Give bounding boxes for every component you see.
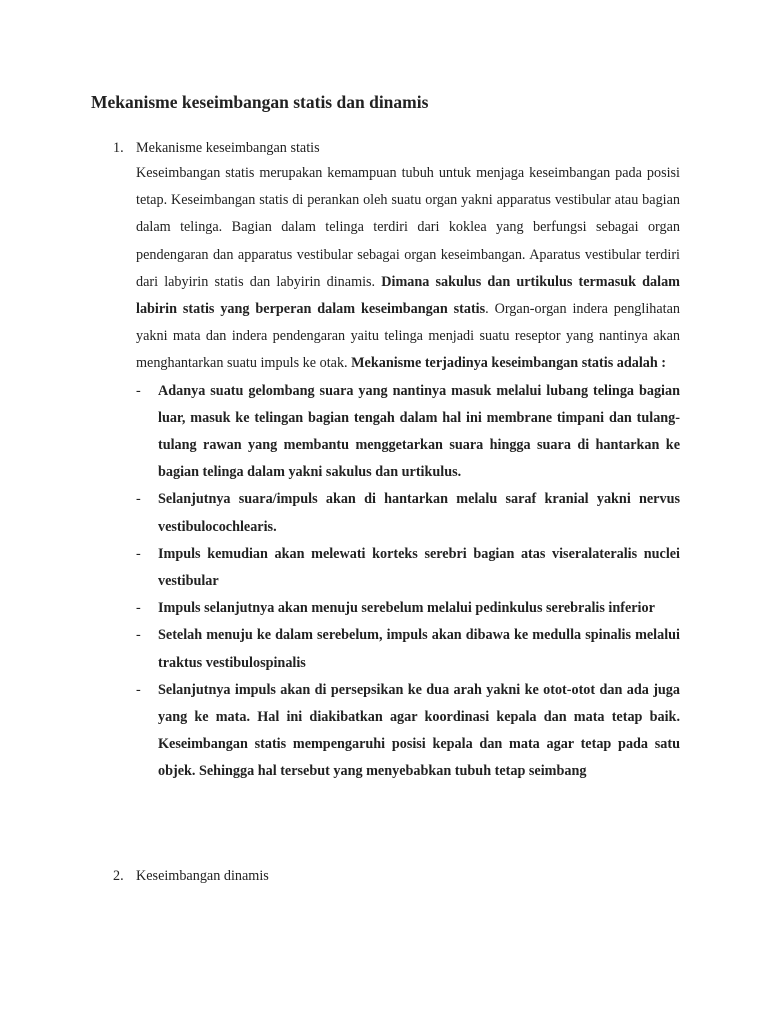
section-number: 2.: [113, 868, 124, 884]
list-item: [136, 622, 680, 676]
list-item: [136, 595, 680, 622]
list-item: [136, 677, 680, 786]
list-item: [136, 541, 680, 595]
bullet-dash: -: [136, 681, 141, 698]
bullet-dash: -: [136, 545, 141, 562]
section-heading: Mekanisme keseimbangan statis: [136, 140, 320, 156]
paragraph-bold-text: Dimana sakulus dan urtikulus termasuk dalam labirin statis yang berperan dalam keseimbangan statis: [136, 273, 680, 318]
bullet-dash: -: [136, 491, 141, 508]
list-item: [136, 486, 680, 540]
section-header: [91, 864, 681, 888]
section-header: [91, 136, 681, 160]
section-1: [91, 136, 681, 786]
section-number: 1.: [113, 140, 124, 156]
list-item: [136, 378, 680, 487]
bullet-list: [136, 378, 680, 786]
section-paragraph: [136, 160, 680, 378]
list-item-text: Selanjutnya impuls akan di persepsikan ke dua arah yakni ke otot-otot dan ada juga yang ke mata. Hal ini diakibatkan agar koordinasi kepala dan mata tetap baik. Keseimbangan statis mempengaruhi posisi kepala dan mata agar tetap pada satu objek. Sehingga hal tersebut yang menyebabkan tubuh tetap seimbang: [158, 681, 680, 780]
bullet-dash: -: [136, 382, 141, 399]
list-item-text: Adanya suatu gelombang suara yang nantinya masuk melalui lubang telinga bagian luar, masuk ke telingan bagian tengah dalam hal ini membrane timpani dan tulang-tulang rawan yang membantu menggetarkan suara hingga suara di hantarkan ke bagian telinga dalam yakni sakulus dan urtikulus.: [158, 382, 680, 481]
bullet-dash: -: [136, 627, 141, 644]
list-item-text: Impuls kemudian akan melewati korteks serebri bagian atas viseralateralis nuclei vestibular: [158, 545, 680, 590]
list-item-text: Selanjutnya suara/impuls akan di hantarkan melalu saraf kranial yakni nervus vestibulocochlearis.: [158, 491, 680, 535]
paragraph-text: . Organ-organ indera penglihatan yakni mata dan indera pendengaran yaitu telinga menjadi suatu reseptor yang nantinya akan menghantarkan suatu impuls ke otak.: [136, 301, 680, 372]
list-item-text: Setelah menuju ke dalam serebelum, impuls akan dibawa ke medulla spinalis melalui traktus vestibulospinalis: [158, 627, 680, 671]
paragraph-bold-text: Mekanisme terjadinya keseimbangan statis adalah :: [351, 355, 667, 372]
bullet-dash: -: [136, 600, 141, 617]
section-2: [91, 864, 681, 888]
document-title: Mekanisme keseimbangan statis dan dinamis: [91, 92, 429, 112]
paragraph-text: Keseimbangan statis merupakan kemampuan tubuh untuk menjaga keseimbangan pada posisi tetap. Keseimbangan statis di perankan oleh suatu organ yakni apparatus vestibular atau bagian dalam telinga. Bagian dalam telinga terdiri dari koklea yang berfungsi sebagai organ pendengaran dan apparatus vestibular sebagai organ keseimbangan. Aparatus vestibular terdiri dari labyirin statis dan labyirin dinamis.: [136, 165, 680, 290]
list-item-text: Impuls selanjutnya akan menuju serebelum melalui pedinkulus serebralis inferior: [158, 600, 655, 617]
section-heading: Keseimbangan dinamis: [136, 868, 269, 884]
